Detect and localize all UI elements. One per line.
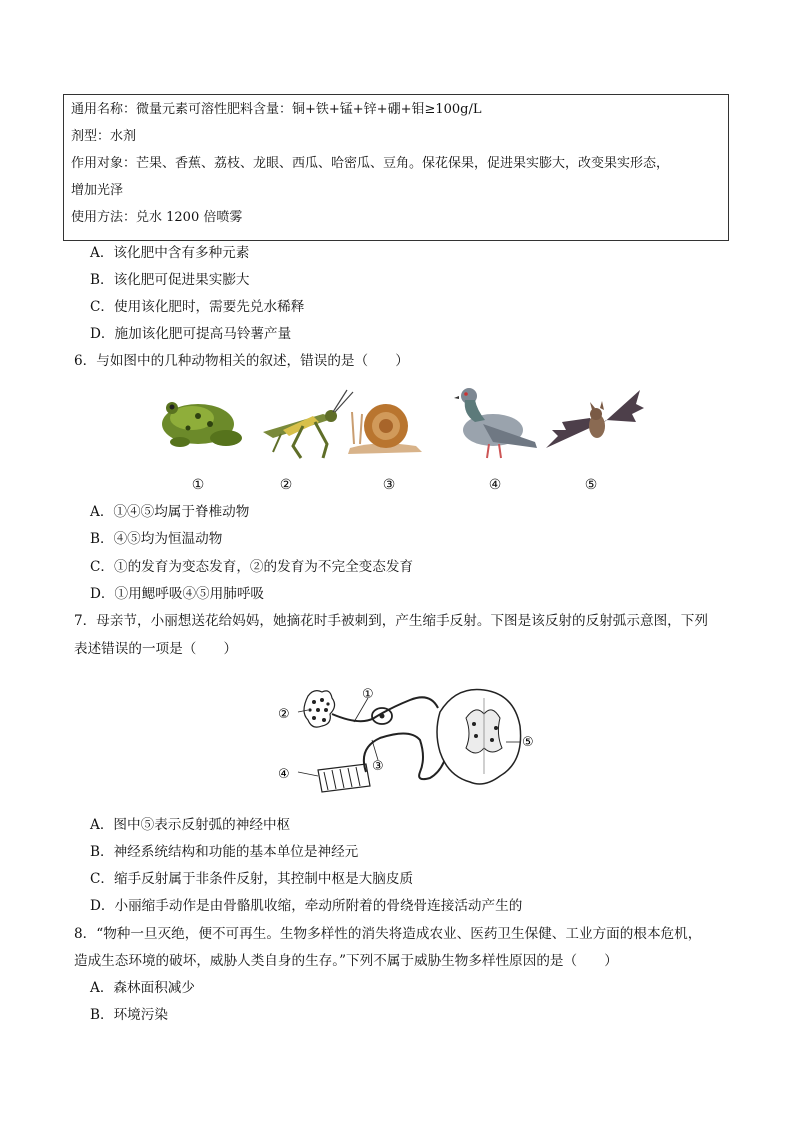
q6-option-a: A．①④⑤均属于脊椎动物 <box>90 504 250 520</box>
effector-muscle <box>318 764 370 792</box>
diagram-label-2: ② <box>278 707 290 722</box>
reflex-arc-diagram <box>270 678 540 800</box>
label-box-line-3: 作用对象：芒果、香蕉、荔枝、龙眼、西瓜、哈密瓜、豆角。保花保果，促进果实膨大，改变果实形态， <box>71 156 670 171</box>
q7-option-c: C．缩手反射属于非条件反射，其控制中枢是大脑皮质 <box>90 871 414 887</box>
pigeon-image <box>454 388 537 458</box>
frog-image <box>162 402 242 447</box>
animal-label-4: ④ <box>488 477 502 493</box>
q5-option-c: C．使用该化肥时，需要先兑水稀释 <box>90 299 305 315</box>
spinal-cord <box>437 689 521 784</box>
diagram-label-1: ① <box>362 687 374 702</box>
label-box-line-5: 使用方法：兑水 1200 倍喷雾 <box>71 210 243 225</box>
q8-option-b: B．环境污染 <box>90 1007 168 1023</box>
q5-option-b: B．该化肥可促进果实膨大 <box>90 272 250 288</box>
q7-stem-line-2: 表述错误的一项是（ ） <box>74 641 238 657</box>
label-box-line-4: 增加光泽 <box>71 183 124 198</box>
animal-label-1: ① <box>191 477 205 493</box>
q7-option-b: B．神经系统结构和功能的基本单位是神经元 <box>90 844 359 860</box>
diagram-label-5: ⑤ <box>522 735 534 750</box>
q7-option-d: D．小丽缩手动作是由骨骼肌收缩，牵动所附着的骨绕骨连接活动产生的 <box>90 898 523 914</box>
label-box-line-2: 剂型：水剂 <box>71 129 137 144</box>
bat-image <box>546 390 644 448</box>
snail-image <box>348 404 422 454</box>
animal-label-3: ③ <box>382 477 396 493</box>
diagram-label-3: ③ <box>372 759 384 774</box>
q6-option-d: D．①用鳃呼吸④⑤用肺呼吸 <box>90 586 265 602</box>
q8-stem-line-2: 造成生态环境的破坏，威胁人类自身的生存。”下列不属于威胁生物多样性原因的是（ ） <box>74 953 618 969</box>
grasshopper-image <box>263 390 353 458</box>
q7-option-a: A．图中⑤表示反射弧的神经中枢 <box>90 817 291 833</box>
q6-option-b: B．④⑤均为恒温动物 <box>90 531 223 547</box>
q5-option-d: D．施加该化肥可提高马铃薯产量 <box>90 326 292 342</box>
q6-option-c: C．①的发育为变态发育，②的发育为不完全变态发育 <box>90 559 414 575</box>
q7-stem-line-1: 7．母亲节，小丽想送花给妈妈，她摘花时手被刺到，产生缩手反射。下图是该反射的反射弧示意图，下列 <box>74 613 708 629</box>
q8-stem-line-1: 8．“物种一旦灭绝，便不可再生。生物多样性的消失将造成农业、医药卫生保健、工业方面的根本危机， <box>74 926 702 942</box>
q5-option-a: A．该化肥中含有多种元素 <box>90 245 250 261</box>
animal-label-5: ⑤ <box>584 477 598 493</box>
receptor-skin <box>304 691 335 727</box>
animal-label-2: ② <box>279 477 293 493</box>
q6-stem: 6．与如图中的几种动物相关的叙述，错误的是（ ） <box>74 353 409 369</box>
label-box-line-1: 通用名称：微量元素可溶性肥料含量：铜+铁+锰+锌+硼+钼≥100g/L <box>71 102 482 117</box>
animals-figure <box>148 376 648 466</box>
q8-option-a: A．森林面积减少 <box>90 980 195 996</box>
diagram-label-4: ④ <box>278 767 290 782</box>
